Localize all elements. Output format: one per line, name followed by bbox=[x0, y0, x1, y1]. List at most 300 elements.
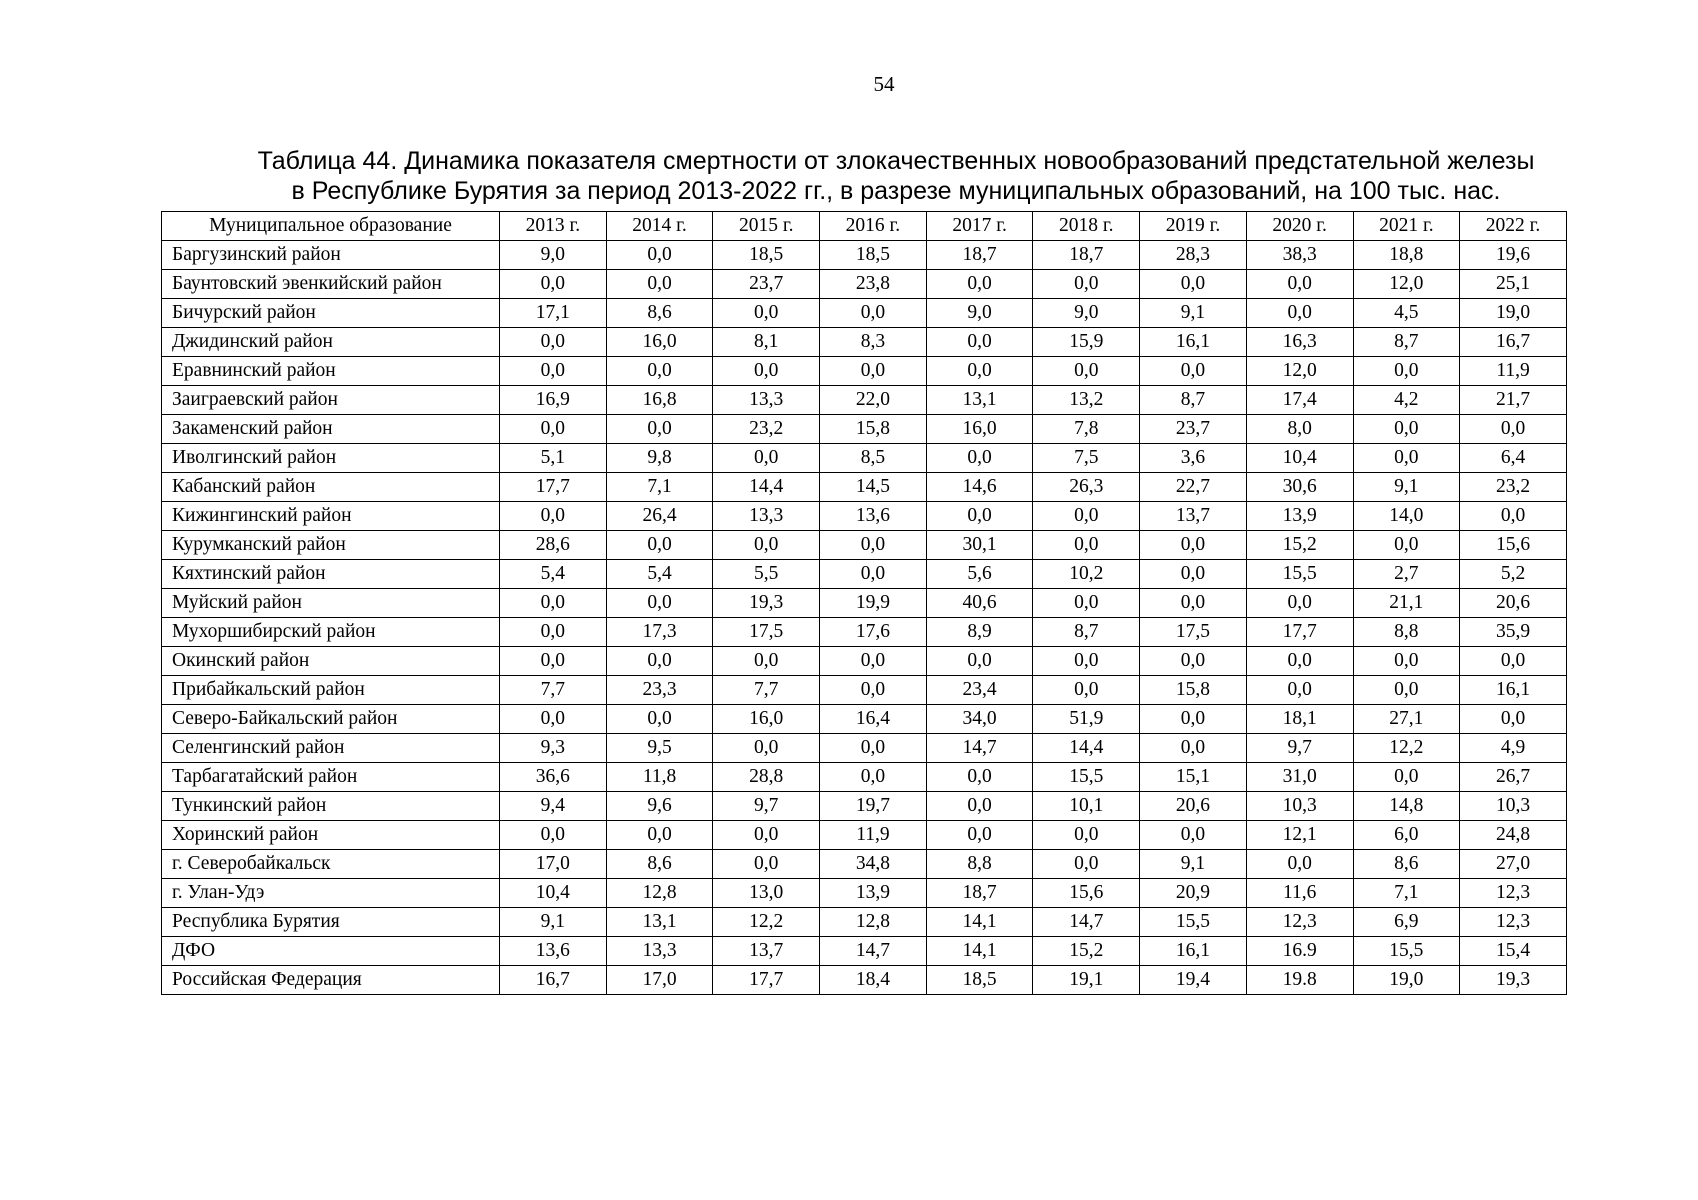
value-cell: 15,2 bbox=[1033, 937, 1140, 966]
value-cell: 10,3 bbox=[1246, 792, 1353, 821]
value-cell: 3,6 bbox=[1140, 444, 1247, 473]
municipality-name-cell: Селенгинский район bbox=[162, 734, 500, 763]
value-cell: 15,6 bbox=[1460, 531, 1567, 560]
value-cell: 9,1 bbox=[1140, 850, 1247, 879]
value-cell: 0,0 bbox=[1353, 763, 1460, 792]
value-cell: 17,3 bbox=[606, 618, 713, 647]
value-cell: 0,0 bbox=[1033, 647, 1140, 676]
value-cell: 8,6 bbox=[1353, 850, 1460, 879]
value-cell: 23,3 bbox=[606, 676, 713, 705]
municipality-name-cell: Прибайкальский район bbox=[162, 676, 500, 705]
value-cell: 5,4 bbox=[500, 560, 607, 589]
value-cell: 0,0 bbox=[1460, 502, 1567, 531]
value-cell: 0,0 bbox=[820, 357, 927, 386]
value-cell: 11,6 bbox=[1246, 879, 1353, 908]
value-cell: 13,7 bbox=[713, 937, 820, 966]
value-cell: 16,1 bbox=[1140, 937, 1247, 966]
value-cell: 0,0 bbox=[500, 328, 607, 357]
value-cell: 9,5 bbox=[606, 734, 713, 763]
value-cell: 16,4 bbox=[820, 705, 927, 734]
table-row bbox=[162, 908, 1567, 937]
table-row bbox=[162, 589, 1567, 618]
value-cell: 27,0 bbox=[1460, 850, 1567, 879]
value-cell: 26,3 bbox=[1033, 473, 1140, 502]
table-row bbox=[162, 966, 1567, 995]
value-cell: 0,0 bbox=[926, 328, 1033, 357]
value-cell: 8,7 bbox=[1033, 618, 1140, 647]
column-header-year: 2014 г. bbox=[606, 212, 713, 241]
value-cell: 16,8 bbox=[606, 386, 713, 415]
value-cell: 7,7 bbox=[713, 676, 820, 705]
value-cell: 19.8 bbox=[1246, 966, 1353, 995]
value-cell: 14,7 bbox=[820, 937, 927, 966]
municipality-name-cell: Джидинский район bbox=[162, 328, 500, 357]
value-cell: 9,6 bbox=[606, 792, 713, 821]
value-cell: 9,0 bbox=[500, 241, 607, 270]
value-cell: 0,0 bbox=[1246, 299, 1353, 328]
value-cell: 0,0 bbox=[606, 270, 713, 299]
value-cell: 7,1 bbox=[1353, 879, 1460, 908]
column-header-year: 2013 г. bbox=[500, 212, 607, 241]
value-cell: 31,0 bbox=[1246, 763, 1353, 792]
value-cell: 9,4 bbox=[500, 792, 607, 821]
value-cell: 14,1 bbox=[926, 908, 1033, 937]
value-cell: 2,7 bbox=[1353, 560, 1460, 589]
value-cell: 0,0 bbox=[500, 502, 607, 531]
value-cell: 10,1 bbox=[1033, 792, 1140, 821]
value-cell: 8,8 bbox=[926, 850, 1033, 879]
value-cell: 14,0 bbox=[1353, 502, 1460, 531]
value-cell: 15,5 bbox=[1140, 908, 1247, 937]
value-cell: 13,0 bbox=[713, 879, 820, 908]
value-cell: 0,0 bbox=[1246, 676, 1353, 705]
value-cell: 8,7 bbox=[1353, 328, 1460, 357]
value-cell: 10,4 bbox=[1246, 444, 1353, 473]
value-cell: 9,1 bbox=[1140, 299, 1247, 328]
value-cell: 8,6 bbox=[606, 850, 713, 879]
value-cell: 4,9 bbox=[1460, 734, 1567, 763]
value-cell: 38,3 bbox=[1246, 241, 1353, 270]
table-row bbox=[162, 328, 1567, 357]
municipality-name-cell: ДФО bbox=[162, 937, 500, 966]
value-cell: 15,5 bbox=[1033, 763, 1140, 792]
value-cell: 17,7 bbox=[1246, 618, 1353, 647]
value-cell: 8,6 bbox=[606, 299, 713, 328]
value-cell: 16,1 bbox=[1140, 328, 1247, 357]
value-cell: 19,1 bbox=[1033, 966, 1140, 995]
mortality-table bbox=[161, 211, 1567, 995]
value-cell: 15,8 bbox=[1140, 676, 1247, 705]
value-cell: 51,9 bbox=[1033, 705, 1140, 734]
table-row bbox=[162, 241, 1567, 270]
value-cell: 17,1 bbox=[500, 299, 607, 328]
column-header-year: 2016 г. bbox=[820, 212, 927, 241]
value-cell: 14,4 bbox=[1033, 734, 1140, 763]
value-cell: 0,0 bbox=[1140, 647, 1247, 676]
value-cell: 0,0 bbox=[1140, 560, 1247, 589]
value-cell: 15,5 bbox=[1353, 937, 1460, 966]
value-cell: 0,0 bbox=[606, 415, 713, 444]
table-row bbox=[162, 415, 1567, 444]
page-number: 54 bbox=[873, 72, 895, 96]
municipality-name-cell: Курумканский район bbox=[162, 531, 500, 560]
value-cell: 14,4 bbox=[713, 473, 820, 502]
value-cell: 0,0 bbox=[1140, 589, 1247, 618]
value-cell: 11,8 bbox=[606, 763, 713, 792]
value-cell: 0,0 bbox=[1246, 647, 1353, 676]
value-cell: 18,4 bbox=[820, 966, 927, 995]
value-cell: 0,0 bbox=[1140, 357, 1247, 386]
municipality-name-cell: Северо-Байкальский район bbox=[162, 705, 500, 734]
value-cell: 5,6 bbox=[926, 560, 1033, 589]
value-cell: 0,0 bbox=[820, 299, 927, 328]
municipality-name-cell: Еравнинский район bbox=[162, 357, 500, 386]
value-cell: 21,1 bbox=[1353, 589, 1460, 618]
value-cell: 8,7 bbox=[1140, 386, 1247, 415]
value-cell: 0,0 bbox=[713, 734, 820, 763]
value-cell: 17,0 bbox=[606, 966, 713, 995]
value-cell: 16,1 bbox=[1460, 676, 1567, 705]
value-cell: 30,1 bbox=[926, 531, 1033, 560]
value-cell: 18,7 bbox=[926, 241, 1033, 270]
value-cell: 10,2 bbox=[1033, 560, 1140, 589]
value-cell: 8,9 bbox=[926, 618, 1033, 647]
value-cell: 16,3 bbox=[1246, 328, 1353, 357]
value-cell: 13,9 bbox=[1246, 502, 1353, 531]
value-cell: 17,5 bbox=[713, 618, 820, 647]
value-cell: 0,0 bbox=[606, 531, 713, 560]
value-cell: 9,1 bbox=[1353, 473, 1460, 502]
municipality-name-cell: Кабанский район bbox=[162, 473, 500, 502]
value-cell: 26,7 bbox=[1460, 763, 1567, 792]
value-cell: 0,0 bbox=[500, 589, 607, 618]
value-cell: 15,9 bbox=[1033, 328, 1140, 357]
value-cell: 30,6 bbox=[1246, 473, 1353, 502]
value-cell: 7,5 bbox=[1033, 444, 1140, 473]
value-cell: 10,4 bbox=[500, 879, 607, 908]
table-row bbox=[162, 444, 1567, 473]
value-cell: 0,0 bbox=[926, 792, 1033, 821]
municipality-name-cell: Заиграевский район bbox=[162, 386, 500, 415]
value-cell: 17,7 bbox=[500, 473, 607, 502]
value-cell: 0,0 bbox=[820, 531, 927, 560]
table-row bbox=[162, 937, 1567, 966]
value-cell: 0,0 bbox=[606, 647, 713, 676]
column-header-year: 2018 г. bbox=[1033, 212, 1140, 241]
column-header-municipality: Муниципальное образование bbox=[162, 212, 500, 241]
value-cell: 13,9 bbox=[820, 879, 927, 908]
value-cell: 22,0 bbox=[820, 386, 927, 415]
value-cell: 0,0 bbox=[1033, 357, 1140, 386]
table-row bbox=[162, 618, 1567, 647]
value-cell: 18,5 bbox=[713, 241, 820, 270]
value-cell: 21,7 bbox=[1460, 386, 1567, 415]
value-cell: 0,0 bbox=[713, 647, 820, 676]
table-row bbox=[162, 734, 1567, 763]
value-cell: 34,8 bbox=[820, 850, 927, 879]
value-cell: 0,0 bbox=[1246, 850, 1353, 879]
value-cell: 0,0 bbox=[1033, 850, 1140, 879]
value-cell: 17,4 bbox=[1246, 386, 1353, 415]
municipality-name-cell: г. Улан-Удэ bbox=[162, 879, 500, 908]
value-cell: 0,0 bbox=[500, 705, 607, 734]
table-caption bbox=[150, 146, 1642, 206]
value-cell: 17,5 bbox=[1140, 618, 1247, 647]
value-cell: 15,8 bbox=[820, 415, 927, 444]
value-cell: 0,0 bbox=[1246, 589, 1353, 618]
value-cell: 0,0 bbox=[500, 270, 607, 299]
value-cell: 0,0 bbox=[606, 357, 713, 386]
value-cell: 0,0 bbox=[1033, 531, 1140, 560]
table-row bbox=[162, 560, 1567, 589]
municipality-name-cell: Тарбагатайский район bbox=[162, 763, 500, 792]
value-cell: 0,0 bbox=[713, 531, 820, 560]
caption-line-2: в Республике Бурятия за период 2013-2022 гг., в разрезе муниципальных образований, на 100 тыс. нас. bbox=[291, 177, 1501, 205]
value-cell: 20,6 bbox=[1140, 792, 1247, 821]
table-row bbox=[162, 705, 1567, 734]
value-cell: 0,0 bbox=[926, 270, 1033, 299]
value-cell: 9,8 bbox=[606, 444, 713, 473]
value-cell: 0,0 bbox=[1353, 357, 1460, 386]
value-cell: 0,0 bbox=[1460, 705, 1567, 734]
value-cell: 12,0 bbox=[1246, 357, 1353, 386]
value-cell: 0,0 bbox=[1033, 589, 1140, 618]
value-cell: 23,2 bbox=[1460, 473, 1567, 502]
value-cell: 12,3 bbox=[1460, 879, 1567, 908]
value-cell: 0,0 bbox=[926, 444, 1033, 473]
value-cell: 0,0 bbox=[1460, 647, 1567, 676]
value-cell: 34,0 bbox=[926, 705, 1033, 734]
value-cell: 0,0 bbox=[926, 763, 1033, 792]
value-cell: 14,1 bbox=[926, 937, 1033, 966]
value-cell: 0,0 bbox=[606, 589, 713, 618]
value-cell: 0,0 bbox=[1140, 734, 1247, 763]
table-row bbox=[162, 299, 1567, 328]
value-cell: 0,0 bbox=[820, 734, 927, 763]
value-cell: 17,7 bbox=[713, 966, 820, 995]
table-row bbox=[162, 473, 1567, 502]
value-cell: 19,0 bbox=[1460, 299, 1567, 328]
value-cell: 8,3 bbox=[820, 328, 927, 357]
value-cell: 5,1 bbox=[500, 444, 607, 473]
value-cell: 0,0 bbox=[926, 357, 1033, 386]
value-cell: 12,8 bbox=[606, 879, 713, 908]
table-row bbox=[162, 879, 1567, 908]
value-cell: 12,3 bbox=[1460, 908, 1567, 937]
table-row bbox=[162, 676, 1567, 705]
municipality-name-cell: Мухоршибирский район bbox=[162, 618, 500, 647]
value-cell: 15,2 bbox=[1246, 531, 1353, 560]
value-cell: 13,3 bbox=[713, 386, 820, 415]
value-cell: 9,0 bbox=[1033, 299, 1140, 328]
column-header-year: 2021 г. bbox=[1353, 212, 1460, 241]
municipality-name-cell: Российская Федерация bbox=[162, 966, 500, 995]
value-cell: 9,7 bbox=[1246, 734, 1353, 763]
value-cell: 6,9 bbox=[1353, 908, 1460, 937]
table-row bbox=[162, 386, 1567, 415]
value-cell: 16,0 bbox=[713, 705, 820, 734]
value-cell: 7,7 bbox=[500, 676, 607, 705]
municipality-name-cell: Иволгинский район bbox=[162, 444, 500, 473]
value-cell: 13,6 bbox=[820, 502, 927, 531]
value-cell: 0,0 bbox=[500, 415, 607, 444]
value-cell: 19,6 bbox=[1460, 241, 1567, 270]
value-cell: 0,0 bbox=[820, 763, 927, 792]
value-cell: 0,0 bbox=[1140, 270, 1247, 299]
value-cell: 10,3 bbox=[1460, 792, 1567, 821]
value-cell: 0,0 bbox=[606, 241, 713, 270]
value-cell: 16.9 bbox=[1246, 937, 1353, 966]
table-row bbox=[162, 792, 1567, 821]
value-cell: 19,9 bbox=[820, 589, 927, 618]
value-cell: 0,0 bbox=[1140, 821, 1247, 850]
value-cell: 15,1 bbox=[1140, 763, 1247, 792]
value-cell: 0,0 bbox=[820, 647, 927, 676]
value-cell: 12,2 bbox=[1353, 734, 1460, 763]
value-cell: 18,5 bbox=[926, 966, 1033, 995]
value-cell: 8,8 bbox=[1353, 618, 1460, 647]
value-cell: 23,2 bbox=[713, 415, 820, 444]
value-cell: 16,9 bbox=[500, 386, 607, 415]
value-cell: 19,7 bbox=[820, 792, 927, 821]
value-cell: 16,7 bbox=[1460, 328, 1567, 357]
value-cell: 8,1 bbox=[713, 328, 820, 357]
value-cell: 0,0 bbox=[820, 560, 927, 589]
value-cell: 12,2 bbox=[713, 908, 820, 937]
value-cell: 0,0 bbox=[713, 821, 820, 850]
value-cell: 0,0 bbox=[1353, 676, 1460, 705]
value-cell: 9,3 bbox=[500, 734, 607, 763]
value-cell: 15,4 bbox=[1460, 937, 1567, 966]
value-cell: 5,4 bbox=[606, 560, 713, 589]
value-cell: 14,7 bbox=[926, 734, 1033, 763]
value-cell: 40,6 bbox=[926, 589, 1033, 618]
value-cell: 0,0 bbox=[1353, 444, 1460, 473]
value-cell: 5,5 bbox=[713, 560, 820, 589]
value-cell: 35,9 bbox=[1460, 618, 1567, 647]
table-row bbox=[162, 850, 1567, 879]
value-cell: 0,0 bbox=[1353, 647, 1460, 676]
value-cell: 14,8 bbox=[1353, 792, 1460, 821]
value-cell: 14,7 bbox=[1033, 908, 1140, 937]
value-cell: 13,6 bbox=[500, 937, 607, 966]
value-cell: 18,7 bbox=[1033, 241, 1140, 270]
value-cell: 17,6 bbox=[820, 618, 927, 647]
value-cell: 0,0 bbox=[926, 502, 1033, 531]
value-cell: 18,7 bbox=[926, 879, 1033, 908]
value-cell: 12,0 bbox=[1353, 270, 1460, 299]
value-cell: 0,0 bbox=[1460, 415, 1567, 444]
value-cell: 28,6 bbox=[500, 531, 607, 560]
value-cell: 13,3 bbox=[713, 502, 820, 531]
value-cell: 8,5 bbox=[820, 444, 927, 473]
value-cell: 4,5 bbox=[1353, 299, 1460, 328]
value-cell: 6,4 bbox=[1460, 444, 1567, 473]
table-row bbox=[162, 357, 1567, 386]
value-cell: 7,1 bbox=[606, 473, 713, 502]
value-cell: 16,0 bbox=[606, 328, 713, 357]
value-cell: 28,3 bbox=[1140, 241, 1247, 270]
value-cell: 13,1 bbox=[926, 386, 1033, 415]
value-cell: 20,9 bbox=[1140, 879, 1247, 908]
value-cell: 0,0 bbox=[1353, 415, 1460, 444]
value-cell: 23,8 bbox=[820, 270, 927, 299]
column-header-year: 2015 г. bbox=[713, 212, 820, 241]
value-cell: 36,6 bbox=[500, 763, 607, 792]
value-cell: 23,4 bbox=[926, 676, 1033, 705]
municipality-name-cell: Республика Бурятия bbox=[162, 908, 500, 937]
value-cell: 18,8 bbox=[1353, 241, 1460, 270]
table-row bbox=[162, 270, 1567, 299]
value-cell: 12,1 bbox=[1246, 821, 1353, 850]
value-cell: 15,6 bbox=[1033, 879, 1140, 908]
value-cell: 24,8 bbox=[1460, 821, 1567, 850]
value-cell: 15,5 bbox=[1246, 560, 1353, 589]
value-cell: 5,2 bbox=[1460, 560, 1567, 589]
municipality-name-cell: Тункинский район bbox=[162, 792, 500, 821]
table-header-row bbox=[162, 212, 1567, 241]
value-cell: 6,0 bbox=[1353, 821, 1460, 850]
value-cell: 0,0 bbox=[1353, 531, 1460, 560]
value-cell: 0,0 bbox=[926, 821, 1033, 850]
value-cell: 19,3 bbox=[1460, 966, 1567, 995]
value-cell: 0,0 bbox=[713, 299, 820, 328]
value-cell: 23,7 bbox=[713, 270, 820, 299]
value-cell: 0,0 bbox=[713, 850, 820, 879]
value-cell: 14,5 bbox=[820, 473, 927, 502]
municipality-name-cell: Окинский район bbox=[162, 647, 500, 676]
value-cell: 0,0 bbox=[713, 444, 820, 473]
table-row bbox=[162, 647, 1567, 676]
value-cell: 26,4 bbox=[606, 502, 713, 531]
value-cell: 9,7 bbox=[713, 792, 820, 821]
value-cell: 13,1 bbox=[606, 908, 713, 937]
value-cell: 7,8 bbox=[1033, 415, 1140, 444]
value-cell: 0,0 bbox=[606, 705, 713, 734]
value-cell: 8,0 bbox=[1246, 415, 1353, 444]
value-cell: 9,0 bbox=[926, 299, 1033, 328]
table-row bbox=[162, 763, 1567, 792]
value-cell: 19,3 bbox=[713, 589, 820, 618]
value-cell: 25,1 bbox=[1460, 270, 1567, 299]
value-cell: 12,3 bbox=[1246, 908, 1353, 937]
value-cell: 17,0 bbox=[500, 850, 607, 879]
municipality-name-cell: Хоринский район bbox=[162, 821, 500, 850]
value-cell: 9,1 bbox=[500, 908, 607, 937]
value-cell: 22,7 bbox=[1140, 473, 1247, 502]
municipality-name-cell: Бичурский район bbox=[162, 299, 500, 328]
value-cell: 11,9 bbox=[820, 821, 927, 850]
value-cell: 20,6 bbox=[1460, 589, 1567, 618]
municipality-name-cell: Кяхтинский район bbox=[162, 560, 500, 589]
value-cell: 19,4 bbox=[1140, 966, 1247, 995]
value-cell: 27,1 bbox=[1353, 705, 1460, 734]
value-cell: 28,8 bbox=[713, 763, 820, 792]
municipality-name-cell: Баргузинский район bbox=[162, 241, 500, 270]
value-cell: 0,0 bbox=[500, 647, 607, 676]
column-header-year: 2022 г. bbox=[1460, 212, 1567, 241]
value-cell: 14,6 bbox=[926, 473, 1033, 502]
value-cell: 0,0 bbox=[606, 821, 713, 850]
value-cell: 13,2 bbox=[1033, 386, 1140, 415]
value-cell: 0,0 bbox=[1140, 705, 1247, 734]
value-cell: 0,0 bbox=[1246, 270, 1353, 299]
column-header-year: 2020 г. bbox=[1246, 212, 1353, 241]
value-cell: 0,0 bbox=[1033, 676, 1140, 705]
value-cell: 18,1 bbox=[1246, 705, 1353, 734]
municipality-name-cell: Закаменский район bbox=[162, 415, 500, 444]
value-cell: 0,0 bbox=[820, 676, 927, 705]
